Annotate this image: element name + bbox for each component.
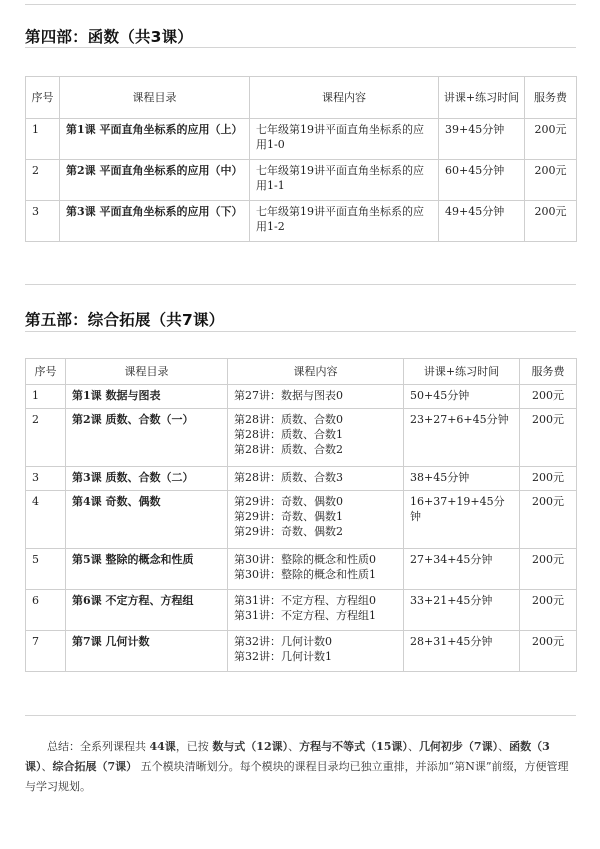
lesson-title	[60, 201, 250, 242]
summary-module: 方程与不等式（15课）	[299, 740, 408, 753]
content-line: 第27讲：数据与图表0	[234, 389, 343, 402]
lesson-name: 平面直角坐标系的应用（中）	[95, 164, 243, 177]
row-number: 1	[26, 385, 66, 409]
lesson-time: 60+45分钟	[439, 160, 525, 201]
lesson-content	[228, 409, 404, 467]
lesson-name: 平面直角坐标系的应用（上）	[95, 123, 243, 136]
lesson-time: 27+34+45分钟	[404, 549, 520, 590]
content-line: 第31讲：不定方程、方程组0	[234, 594, 376, 607]
summary-text: 、	[288, 740, 300, 753]
content-line: 第29讲：奇数、偶数1	[234, 510, 343, 523]
header-fee: 服务费	[520, 359, 577, 385]
table-row	[26, 385, 577, 409]
lesson-number: 第6课	[72, 594, 102, 607]
row-number: 2	[26, 160, 60, 201]
lesson-time: 28+31+45分钟	[404, 631, 520, 672]
lesson-number: 第5课	[72, 553, 102, 566]
row-number: 1	[26, 119, 60, 160]
header-time: 讲课+练习时间	[439, 77, 525, 119]
header-lesson: 课程目录	[66, 359, 228, 385]
section4-table	[25, 76, 577, 242]
lesson-content	[228, 467, 404, 491]
row-number: 3	[26, 467, 66, 491]
header-no: 序号	[26, 77, 60, 119]
header-lesson: 课程目录	[60, 77, 250, 119]
content-line: 第30讲：整除的概念和性质0	[234, 553, 376, 566]
lesson-fee: 200元	[520, 491, 577, 549]
lesson-time: 50+45分钟	[404, 385, 520, 409]
summary-module: 几何初步（7课）	[418, 740, 499, 753]
lesson-fee: 200元	[520, 467, 577, 491]
lesson-name: 整除的概念和性质	[101, 553, 194, 566]
lesson-name: 数据与图表	[101, 389, 161, 402]
lesson-title	[60, 119, 250, 160]
lesson-fee: 200元	[520, 631, 577, 672]
table-row	[26, 467, 577, 491]
section5-title-underline	[25, 331, 576, 332]
summary-module: 数与式（12课）	[212, 740, 289, 753]
content-line: 第28讲：质数、合数1	[234, 428, 343, 441]
table-row	[26, 631, 577, 672]
summary-total: 44课	[149, 740, 176, 753]
lesson-number: 第7课	[72, 635, 102, 648]
row-number: 4	[26, 491, 66, 549]
lesson-number: 第1课	[72, 389, 102, 402]
content-line: 第32讲：几何计数1	[234, 650, 332, 663]
content-line: 七年级第19讲平面直角坐标系的应用1-1	[256, 164, 424, 192]
table-row	[26, 549, 577, 590]
summary-divider	[25, 715, 576, 716]
lesson-time: 23+27+6+45分钟	[404, 409, 520, 467]
content-line: 第28讲：质数、合数3	[234, 471, 343, 484]
header-fee: 服务费	[525, 77, 577, 119]
summary-paragraph	[25, 737, 576, 797]
lesson-fee: 200元	[525, 201, 577, 242]
content-line: 第28讲：质数、合数0	[234, 413, 343, 426]
lesson-title	[66, 409, 228, 467]
summary-text: 总结：全系列课程共	[47, 740, 150, 753]
lesson-content	[228, 385, 404, 409]
section5-table	[25, 358, 577, 672]
row-number: 7	[26, 631, 66, 672]
section4-title: 第四部：函数（共3课）	[25, 28, 193, 46]
lesson-content	[228, 549, 404, 590]
top-divider	[25, 4, 576, 5]
table-row	[26, 160, 577, 201]
content-line: 第29讲：奇数、偶数0	[234, 495, 343, 508]
row-number: 5	[26, 549, 66, 590]
content-line: 第29讲：奇数、偶数2	[234, 525, 343, 538]
content-line: 第28讲：质数、合数2	[234, 443, 343, 456]
lesson-title	[66, 491, 228, 549]
lesson-time: 49+45分钟	[439, 201, 525, 242]
summary-text: 、	[498, 740, 510, 753]
content-line: 第31讲：不定方程、方程组1	[234, 609, 376, 622]
section5-title: 第五部：综合拓展（共7课）	[25, 311, 225, 329]
header-content: 课程内容	[250, 77, 439, 119]
content-line: 七年级第19讲平面直角坐标系的应用1-2	[256, 205, 424, 233]
header-no: 序号	[26, 359, 66, 385]
lesson-title	[66, 590, 228, 631]
row-number: 2	[26, 409, 66, 467]
lesson-name: 奇数、偶数	[101, 495, 161, 508]
section-divider	[25, 284, 576, 285]
lesson-number: 第2课	[66, 164, 96, 177]
content-line: 第32讲：几何计数0	[234, 635, 332, 648]
row-number: 6	[26, 590, 66, 631]
lesson-fee: 200元	[520, 409, 577, 467]
lesson-content	[250, 119, 439, 160]
lesson-time: 38+45分钟	[404, 467, 520, 491]
lesson-name: 质数、合数（二）	[101, 471, 194, 484]
lesson-number: 第4课	[72, 495, 102, 508]
summary-text: 、	[41, 760, 53, 773]
summary-text: 五个模块清晰划分。每个模块的课程目录均已独立重排，并添加“第N课”前缀，方便管理与学习规划。	[25, 760, 569, 793]
lesson-title	[60, 160, 250, 201]
lesson-name: 几何计数	[101, 635, 150, 648]
header-time: 讲课+练习时间	[404, 359, 520, 385]
section4-header-row	[26, 77, 577, 119]
lesson-name: 不定方程、方程组	[101, 594, 194, 607]
table-row	[26, 201, 577, 242]
summary-text: ，已按	[175, 740, 213, 753]
lesson-fee: 200元	[520, 549, 577, 590]
lesson-time: 39+45分钟	[439, 119, 525, 160]
row-number: 3	[26, 201, 60, 242]
table-row	[26, 409, 577, 467]
lesson-number: 第1课	[66, 123, 96, 136]
lesson-content	[228, 491, 404, 549]
lesson-title	[66, 467, 228, 491]
lesson-title	[66, 549, 228, 590]
lesson-fee: 200元	[525, 160, 577, 201]
lesson-content	[250, 160, 439, 201]
summary-module: 函数（3课）	[25, 740, 550, 773]
lesson-title	[66, 631, 228, 672]
lesson-name: 平面直角坐标系的应用（下）	[95, 205, 243, 218]
table-row	[26, 590, 577, 631]
lesson-number: 第3课	[66, 205, 96, 218]
content-line: 七年级第19讲平面直角坐标系的应用1-0	[256, 123, 424, 151]
lesson-content	[228, 631, 404, 672]
lesson-title	[66, 385, 228, 409]
lesson-fee: 200元	[520, 590, 577, 631]
table-row	[26, 491, 577, 549]
table-row	[26, 119, 577, 160]
lesson-content	[250, 201, 439, 242]
section4-title-underline	[25, 47, 576, 48]
lesson-content	[228, 590, 404, 631]
lesson-fee: 200元	[520, 385, 577, 409]
lesson-time: 16+37+19+45分钟	[404, 491, 520, 549]
lesson-time: 33+21+45分钟	[404, 590, 520, 631]
lesson-fee: 200元	[525, 119, 577, 160]
summary-module: 综合拓展（7课）	[52, 760, 138, 773]
header-content: 课程内容	[228, 359, 404, 385]
lesson-number: 第3课	[72, 471, 102, 484]
summary-text: 、	[407, 740, 419, 753]
lesson-name: 质数、合数（一）	[101, 413, 194, 426]
content-line: 第30讲：整除的概念和性质1	[234, 568, 376, 581]
section5-header-row	[26, 359, 577, 385]
lesson-number: 第2课	[72, 413, 102, 426]
